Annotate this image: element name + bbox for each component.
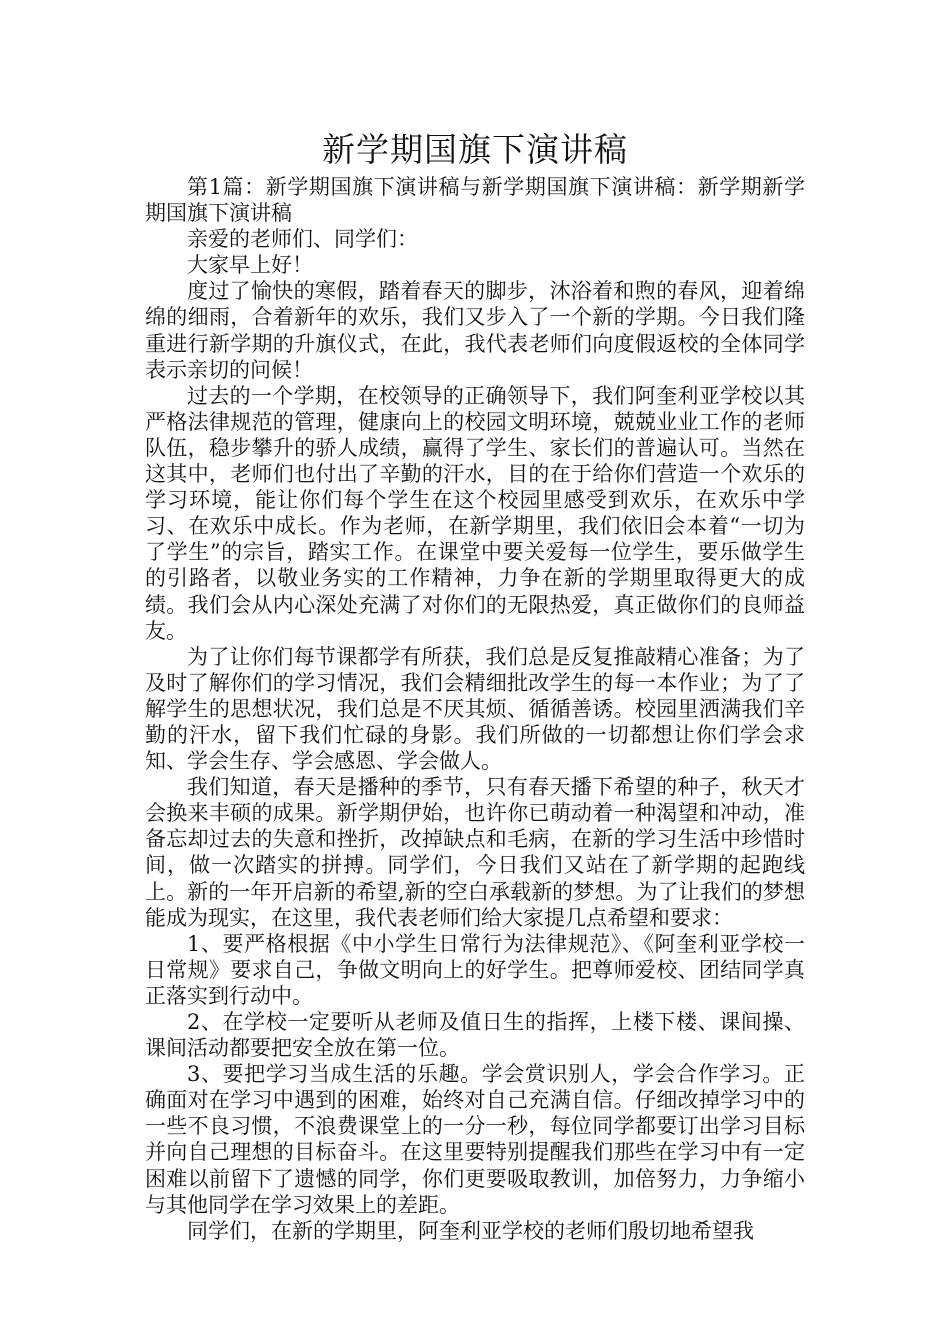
paragraph-salutation: 亲爱的老师们、同学们： bbox=[187, 227, 418, 252]
paragraph-opening: 度过了愉快的寒假，踏着春天的脚步，沐浴着和煦的春风，迎着绵绵的细雨，合着新年的欢乐，我们又步入了一个新的学期。今日我们隆重进行新学期的升旗仪式，在此，我代表老师们向度假返校的全体同学表示亲切的问候！ bbox=[145, 279, 805, 382]
document-title: 新学期国旗下演讲稿 bbox=[322, 130, 628, 169]
paragraph-requirement-2: 2、在学校一定要听从老师及值日生的指挥，上楼下楼、课间操、课间活动都要把安全放在第一位。 bbox=[145, 1010, 805, 1061]
paragraph-teacher-effort: 为了让你们每节课都学有所获，我们总是反复推敲精心准备；为了及时了解你们的学习情况，我们会精细批改学生的每一本作业；为了了解学生的思想状况，我们总是不厌其烦、循循善诱。校园里洒满我们辛勤的汗水，留下我们忙碌的身影。我们所做的一切都想让你们学会求知、学会生存、学会感恩、学会做人。 bbox=[145, 644, 805, 774]
document-body bbox=[145, 174, 805, 1244]
paragraph-closing: 同学们，在新的学期里，阿奎利亚学校的老师们殷切地希望我 bbox=[187, 1218, 754, 1243]
paragraph-greeting: 大家早上好！ bbox=[187, 253, 313, 278]
paragraph-spring-hope: 我们知道，春天是播种的季节，只有春天播下希望的种子，秋天才会换来丰硕的成果。新学期伊始，也许你已萌动着一种渴望和冲动，准备忘却过去的失意和挫折，改掉缺点和毛病，在新的学习生活中珍惜时间，做一次踏实的拼搏。同学们，今日我们又站在了新学期的起跑线上。新的一年开启新的希望,新的空白承载新的梦想。为了让我们的梦想能成为现实，在这里，我代表老师们给大家提几点希望和要求： bbox=[145, 775, 805, 930]
paragraph-requirement-3: 3、要把学习当成生活的乐趣。学会赏识别人，学会合作学习。正确面对在学习中遇到的困难，始终对自己充满自信。仔细改掉学习中的一些不良习惯，不浪费课堂上的一分一秒，每位同学都要订出学习目标并向自己理想的目标奋斗。在这里要特别提醒我们那些在学习中有一定困难以前留下了遗憾的同学，你们更要吸取教训，加倍努力，力争缩小与其他同学在学习效果上的差距。 bbox=[145, 1062, 805, 1217]
paragraph-requirement-1: 1、要严格根据《中小学生日常行为法律规范》、《阿奎利亚学校一日常规》要求自己，争做文明向上的好学生。把尊师爱校、团结同学真正落实到行动中。 bbox=[145, 931, 805, 1008]
paragraph-source-line: 第1篇：新学期国旗下演讲稿与新学期国旗下演讲稿：新学期新学期国旗下演讲稿 bbox=[145, 175, 805, 226]
paragraph-past-semester: 过去的一个学期，在校领导的正确领导下，我们阿奎利亚学校以其严格法律规范的管理，健康向上的校园文明环境，兢兢业业工作的老师队伍，稳步攀升的骄人成绩，赢得了学生、家长们的普遍认可。当然在这其中，老师们也付出了辛勤的汗水，目的在于给你们营造一个欢乐的学习环境，能让你们每个学生在这个校园里感受到欢乐，在欢乐中学习、在欢乐中成长。作为老师，在新学期里，我们依旧会本着“一切为了学生”的宗旨，踏实工作。在课堂中要关爱每一位学生，要乐做学生的引路者，以敬业务实的工作精神，力争在新的学期里取得更大的成绩。我们会从内心深处充满了对你们的无限热爱，真正做你们的良师益友。 bbox=[145, 383, 805, 643]
